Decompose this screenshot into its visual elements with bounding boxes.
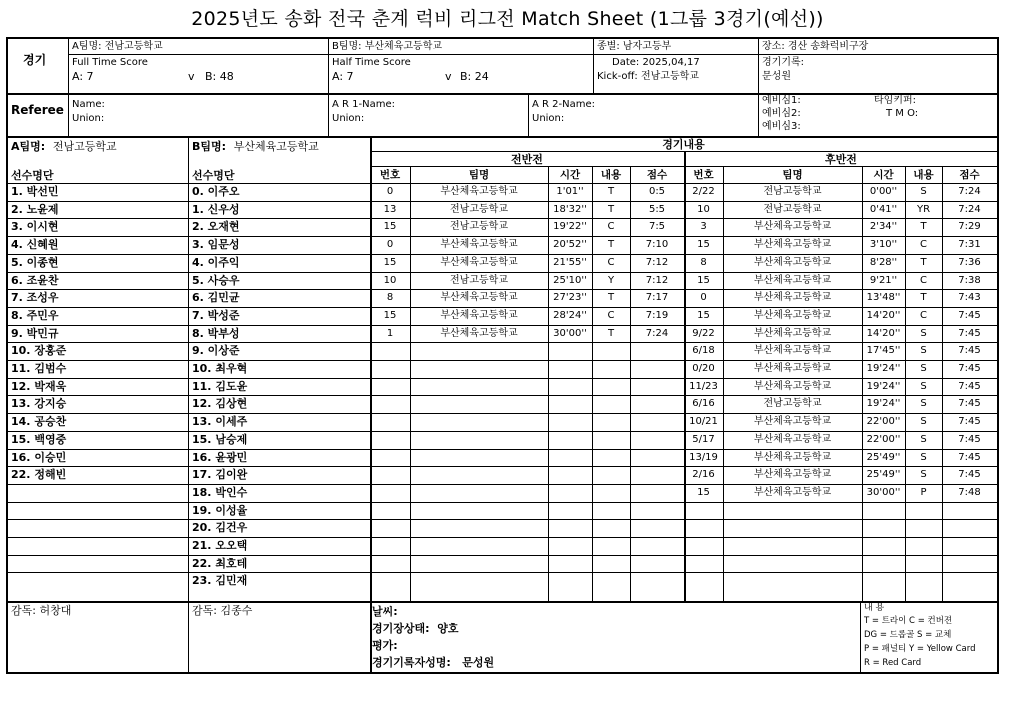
first-half-event-cell: 0 — [386, 186, 394, 197]
match-label: 경기 — [23, 53, 47, 67]
first-half-event-cell: 7:24 — [645, 327, 669, 339]
first-half-label: 전반전 — [511, 153, 543, 166]
player-b: 5. 사승우 — [192, 273, 240, 287]
second-half-event-cell: 13'48'' — [866, 292, 901, 304]
second-half-event-cell: S — [920, 398, 927, 410]
first-half-event-cell: 15 — [383, 221, 397, 233]
game-content-label: 경기내용 — [662, 138, 705, 151]
second-half-event-cell: 전남고등학교 — [763, 203, 822, 215]
player-a: 13. 강지승 — [11, 397, 67, 411]
first-half-event-cell: 18'32'' — [553, 203, 587, 215]
first-half-event-cell: 25'10'' — [553, 274, 587, 286]
team-a-label: A팀명: 전남고등학교 — [11, 140, 117, 153]
player-b: 1. 신우성 — [192, 202, 240, 216]
second-half-event-cell: T — [920, 292, 927, 304]
full-time-label: Full Time Score — [72, 57, 148, 68]
second-half-event-cell: 7:48 — [958, 486, 981, 498]
first-half-event-cell: 27'23'' — [553, 292, 587, 304]
first-half-event-cell: 전남고등학교 — [450, 203, 508, 215]
second-half-event-cell: 7:24 — [958, 186, 981, 197]
division: 종별: 남자고등부 — [597, 41, 672, 52]
second-half-event-cell: 7:45 — [958, 345, 981, 357]
first-half-event-cell: 20'52'' — [553, 239, 587, 251]
second-half-event-cell: 19'24'' — [866, 398, 901, 410]
full-time-a: A: 7 — [72, 70, 94, 83]
first-half-event-cell: 전남고등학교 — [450, 221, 508, 233]
second-half-event-cell: 15 — [697, 274, 710, 286]
reserve-referee-3: 예비심3: — [762, 121, 801, 132]
referee-label: Referee — [11, 103, 64, 117]
first-half-event-cell: 21'55'' — [553, 256, 587, 268]
first-half-event-cell: 10 — [383, 274, 397, 286]
second-half-event-cell: 0'00'' — [869, 186, 898, 197]
first-half-event-cell: 7:17 — [645, 292, 669, 304]
second-half-event-cell: 25'49'' — [866, 451, 901, 463]
rating-label: 평가: — [372, 639, 398, 652]
second-half-col-header: 내용 — [913, 169, 934, 181]
second-half-event-cell: S — [920, 469, 927, 481]
second-half-event-cell: 부산체육고등학교 — [753, 327, 832, 339]
second-half-event-cell: 7:38 — [958, 274, 981, 286]
first-half-event-cell: 부산체육고등학교 — [440, 292, 518, 304]
second-half-event-cell: C — [920, 274, 927, 286]
player-b: 22. 최호테 — [192, 556, 248, 570]
first-half-event-cell: T — [607, 327, 615, 339]
player-b: 12. 김상현 — [192, 397, 248, 411]
first-half-col-header: 번호 — [379, 169, 401, 181]
player-a: 11. 김범수 — [11, 362, 67, 375]
first-half-event-cell: T — [607, 239, 615, 251]
second-half-event-cell: YR — [916, 203, 931, 215]
legend-line: T = 트라이 C = 컨버젼 — [864, 616, 953, 626]
player-a: 4. 신혜원 — [11, 238, 59, 252]
half-time-b: B: 24 — [460, 70, 489, 83]
first-half-event-cell: 부산체육고등학교 — [440, 327, 518, 339]
first-half-event-cell: T — [607, 292, 615, 304]
weather-label: 날씨: — [372, 605, 398, 618]
second-half-event-cell: 부산체육고등학교 — [753, 433, 832, 445]
second-half-event-cell: 7:45 — [958, 398, 981, 410]
second-half-event-cell: 0'41'' — [869, 203, 898, 215]
first-half-event-cell: 15 — [383, 256, 397, 268]
second-half-event-cell: 7:45 — [958, 327, 981, 339]
player-b: 11. 김도윤 — [192, 379, 248, 393]
second-half-event-cell: 7:31 — [958, 239, 981, 251]
second-half-event-cell: 6/18 — [692, 345, 715, 357]
player-a: 9. 박민규 — [11, 326, 59, 340]
first-half-event-cell: 30'00'' — [553, 327, 587, 339]
second-half-event-cell: C — [920, 239, 927, 251]
first-half-event-cell: 15 — [383, 309, 397, 321]
second-half-event-cell: 2'34'' — [869, 221, 898, 233]
player-b: 4. 이주익 — [192, 255, 240, 269]
second-half-event-cell: 3 — [700, 221, 707, 233]
second-half-event-cell: 7:45 — [958, 416, 981, 428]
second-half-event-cell: 부산체육고등학교 — [753, 292, 832, 304]
player-b: 13. 이세주 — [192, 415, 248, 429]
legend-line: R = Red Card — [864, 658, 922, 668]
first-half-event-cell: 1'01'' — [556, 186, 584, 197]
second-half-event-cell: 17'45'' — [866, 345, 901, 357]
first-half-event-cell: T — [607, 203, 615, 215]
second-half-event-cell: 22'00'' — [866, 433, 901, 445]
first-half-event-cell: 8 — [386, 292, 394, 304]
roster-a-header: 선수명단 — [11, 169, 54, 182]
team-b-label: B팀명: 부산체육고등학교 — [192, 140, 319, 153]
match-sheet — [6, 37, 999, 674]
player-a: 7. 조성우 — [11, 291, 59, 305]
second-half-event-cell: 부산체육고등학교 — [753, 469, 832, 481]
first-half-event-cell: C — [607, 256, 615, 268]
second-half-event-cell: T — [920, 256, 927, 268]
ar1-name: A R 1-Name: — [332, 99, 395, 110]
second-half-event-cell: 7:45 — [958, 309, 981, 321]
player-b: 8. 박부성 — [192, 326, 240, 340]
second-half-event-cell: 7:36 — [958, 256, 981, 268]
second-half-col-header: 팀명 — [782, 169, 803, 181]
second-half-event-cell: 0/20 — [692, 363, 715, 374]
player-b: 2. 오재현 — [192, 220, 240, 234]
second-half-event-cell: 11/23 — [689, 380, 718, 392]
recorder-label: 경기기록: — [762, 57, 805, 68]
first-half-event-cell: 1 — [386, 327, 394, 339]
field-condition: 경기장상태: 양호 — [372, 622, 459, 635]
second-half-event-cell: 9/22 — [692, 327, 715, 339]
second-half-event-cell: 10 — [697, 203, 710, 215]
full-time-v: v — [188, 70, 195, 83]
player-b: 17. 김이완 — [192, 468, 248, 482]
first-half-event-cell: 5:5 — [648, 203, 666, 215]
player-b: 0. 이주오 — [192, 185, 240, 198]
ar2-union: Union: — [532, 113, 565, 124]
recorder-signature: 경기기록자성명: 문성원 — [372, 656, 495, 669]
player-a: 22. 정해빈 — [11, 468, 67, 482]
player-a: 5. 이종현 — [11, 255, 59, 269]
team-b-header: B팀명: 부산체육고등학교 — [332, 41, 443, 52]
first-half-event-cell: C — [607, 221, 615, 233]
second-half-event-cell: 7:29 — [958, 221, 981, 233]
full-time-b: B: 48 — [205, 70, 234, 83]
second-half-event-cell: 2/22 — [692, 186, 715, 197]
second-half-event-cell: 7:24 — [958, 203, 981, 215]
player-b: 3. 임문성 — [192, 238, 240, 252]
second-half-event-cell: 19'24'' — [866, 380, 901, 392]
second-half-event-cell: 25'49'' — [866, 469, 901, 481]
second-half-event-cell: S — [920, 451, 927, 463]
second-half-event-cell: 부산체육고등학교 — [753, 256, 832, 268]
second-half-event-cell: S — [920, 363, 927, 374]
second-half-event-cell: 부산체육고등학교 — [753, 363, 832, 374]
second-half-event-cell: S — [920, 327, 927, 339]
player-b: 9. 이상준 — [192, 344, 240, 358]
first-half-event-cell: 7:19 — [645, 309, 669, 321]
second-half-event-cell: S — [920, 345, 927, 357]
second-half-event-cell: 7:45 — [958, 469, 981, 481]
player-a: 12. 박재욱 — [11, 379, 67, 393]
legend-line: P = 패널티 Y = Yellow Card — [864, 644, 976, 654]
coach-b: 감독: 김종수 — [192, 604, 253, 617]
second-half-event-cell: 14'20'' — [866, 309, 901, 321]
player-b: 16. 윤광민 — [192, 450, 248, 464]
first-half-col-header: 시간 — [559, 169, 581, 181]
second-half-event-cell: P — [920, 486, 927, 498]
coach-a: 감독: 허창대 — [11, 604, 72, 617]
first-half-event-cell: 전남고등학교 — [450, 274, 508, 286]
first-half-event-cell: 7:12 — [645, 274, 669, 286]
second-half-col-header: 점수 — [959, 169, 980, 181]
player-a: 10. 장홍준 — [11, 344, 67, 358]
second-half-event-cell: 전남고등학교 — [763, 398, 822, 410]
first-half-event-cell: Y — [607, 274, 615, 286]
second-half-event-cell: 전남고등학교 — [763, 186, 822, 197]
player-b: 15. 남승제 — [192, 432, 248, 446]
player-b: 21. 오오택 — [192, 539, 248, 552]
second-half-event-cell: S — [920, 186, 927, 197]
first-half-event-cell: 0 — [386, 239, 394, 251]
player-a: 16. 이승민 — [11, 450, 67, 464]
second-half-event-cell: 30'00'' — [866, 486, 901, 498]
player-b: 20. 김건우 — [192, 521, 248, 535]
second-half-event-cell: 13/19 — [689, 451, 718, 463]
half-time-a: A: 7 — [332, 70, 354, 83]
second-half-event-cell: 부산체육고등학교 — [753, 221, 832, 233]
referee-name: Name: — [72, 99, 105, 110]
kickoff: Kick-off: 전남고등학교 — [597, 71, 699, 82]
roster-b-header: 선수명단 — [192, 169, 235, 182]
second-half-event-cell: 부산체육고등학교 — [753, 380, 832, 392]
legend-title: 내 용 — [864, 603, 885, 613]
player-a: 15. 백영중 — [11, 432, 67, 446]
team-a-header: A팀명: 전남고등학교 — [72, 41, 163, 52]
first-half-event-cell: 19'22'' — [553, 221, 587, 233]
second-half-event-cell: 9'21'' — [869, 274, 898, 286]
second-half-event-cell: 19'24'' — [866, 363, 901, 374]
second-half-event-cell: 22'00'' — [866, 416, 901, 428]
second-half-event-cell: 8'28'' — [869, 256, 898, 268]
second-half-event-cell: 7:45 — [958, 380, 981, 392]
player-a: 3. 이시현 — [11, 220, 59, 234]
second-half-event-cell: T — [920, 221, 927, 233]
player-a: 14. 공승찬 — [11, 415, 67, 429]
second-half-event-cell: 부산체육고등학교 — [753, 451, 832, 463]
reserve-referee-2: 예비심2: — [762, 108, 801, 119]
player-b: 23. 김민재 — [192, 574, 248, 588]
player-b: 6. 김민균 — [192, 291, 240, 305]
second-half-event-cell: C — [920, 309, 927, 321]
second-half-event-cell: 5/17 — [692, 433, 715, 445]
second-half-event-cell: S — [920, 433, 927, 445]
first-half-event-cell: 부산체육고등학교 — [440, 256, 518, 268]
referee-union: Union: — [72, 113, 105, 124]
player-a: 8. 주민우 — [11, 308, 59, 322]
second-half-event-cell: 부산체육고등학교 — [753, 239, 832, 251]
ar2-name: A R 2-Name: — [532, 99, 595, 110]
timekeeper: 타임키퍼: — [874, 95, 917, 106]
second-half-event-cell: 부산체육고등학교 — [753, 416, 832, 428]
first-half-col-header: 팀명 — [468, 169, 490, 181]
half-time-v: v — [445, 70, 452, 83]
match-date: Date: 2025,04,17 — [612, 57, 700, 68]
player-b: 19. 이성율 — [192, 503, 248, 517]
player-b: 7. 박성준 — [192, 308, 240, 322]
player-b: 18. 박인수 — [192, 485, 248, 499]
first-half-event-cell: 7:5 — [648, 221, 666, 233]
ar1-union: Union: — [332, 113, 365, 124]
second-half-event-cell: 7:43 — [958, 292, 981, 304]
sheet-title: 2025년도 송화 전국 춘계 럭비 리그전 Match Sheet (1그룹 3경기(예선)) — [191, 8, 824, 30]
second-half-event-cell: 7:45 — [958, 451, 981, 463]
second-half-event-cell: 15 — [697, 309, 710, 321]
second-half-event-cell: 3'10'' — [869, 239, 898, 251]
second-half-event-cell: 부산체육고등학교 — [753, 274, 832, 286]
first-half-event-cell: C — [607, 309, 615, 321]
second-half-event-cell: 2/16 — [692, 469, 715, 481]
second-half-event-cell: S — [920, 380, 927, 392]
second-half-event-cell: 부산체육고등학교 — [753, 486, 832, 498]
first-half-col-header: 점수 — [646, 169, 668, 181]
first-half-event-cell: 부산체육고등학교 — [440, 239, 518, 251]
second-half-event-cell: 15 — [697, 486, 710, 498]
half-time-label: Half Time Score — [332, 57, 411, 68]
player-a: 2. 노윤제 — [11, 202, 59, 216]
second-half-label: 후반전 — [825, 153, 857, 166]
reserve-referee-1: 예비심1: — [762, 95, 801, 106]
first-half-event-cell: 부산체육고등학교 — [440, 186, 518, 197]
second-half-event-cell: 7:45 — [958, 363, 981, 374]
second-half-event-cell: 0 — [700, 292, 707, 304]
first-half-event-cell: 0:5 — [648, 186, 666, 197]
legend-line: DG = 드롭골 S = 교체 — [864, 630, 952, 640]
second-half-event-cell: 부산체육고등학교 — [753, 309, 832, 321]
first-half-event-cell: 13 — [383, 203, 397, 215]
second-half-event-cell: 부산체육고등학교 — [753, 345, 832, 357]
first-half-event-cell: 부산체육고등학교 — [440, 309, 518, 321]
first-half-event-cell: T — [607, 186, 615, 197]
second-half-event-cell: 14'20'' — [866, 327, 901, 339]
first-half-event-cell: 7:12 — [645, 256, 669, 268]
recorder-name: 문성원 — [762, 71, 791, 82]
player-b: 10. 최우혁 — [192, 362, 248, 375]
second-half-event-cell: 8 — [700, 256, 707, 268]
second-half-col-header: 번호 — [693, 169, 714, 181]
second-half-event-cell: 15 — [697, 239, 710, 251]
first-half-event-cell: 28'24'' — [553, 309, 587, 321]
player-a: 1. 박선민 — [11, 185, 59, 198]
tmo: T M O: — [886, 108, 919, 119]
second-half-col-header: 시간 — [873, 169, 894, 181]
second-half-event-cell: 7:45 — [958, 433, 981, 445]
player-a: 6. 조윤찬 — [11, 273, 59, 287]
second-half-event-cell: S — [920, 416, 927, 428]
second-half-event-cell: 6/16 — [692, 398, 715, 410]
first-half-event-cell: 7:10 — [645, 239, 669, 251]
first-half-col-header: 내용 — [600, 169, 622, 181]
second-half-event-cell: 10/21 — [689, 416, 718, 428]
venue: 장소: 경산 송화럭비구장 — [762, 41, 869, 52]
